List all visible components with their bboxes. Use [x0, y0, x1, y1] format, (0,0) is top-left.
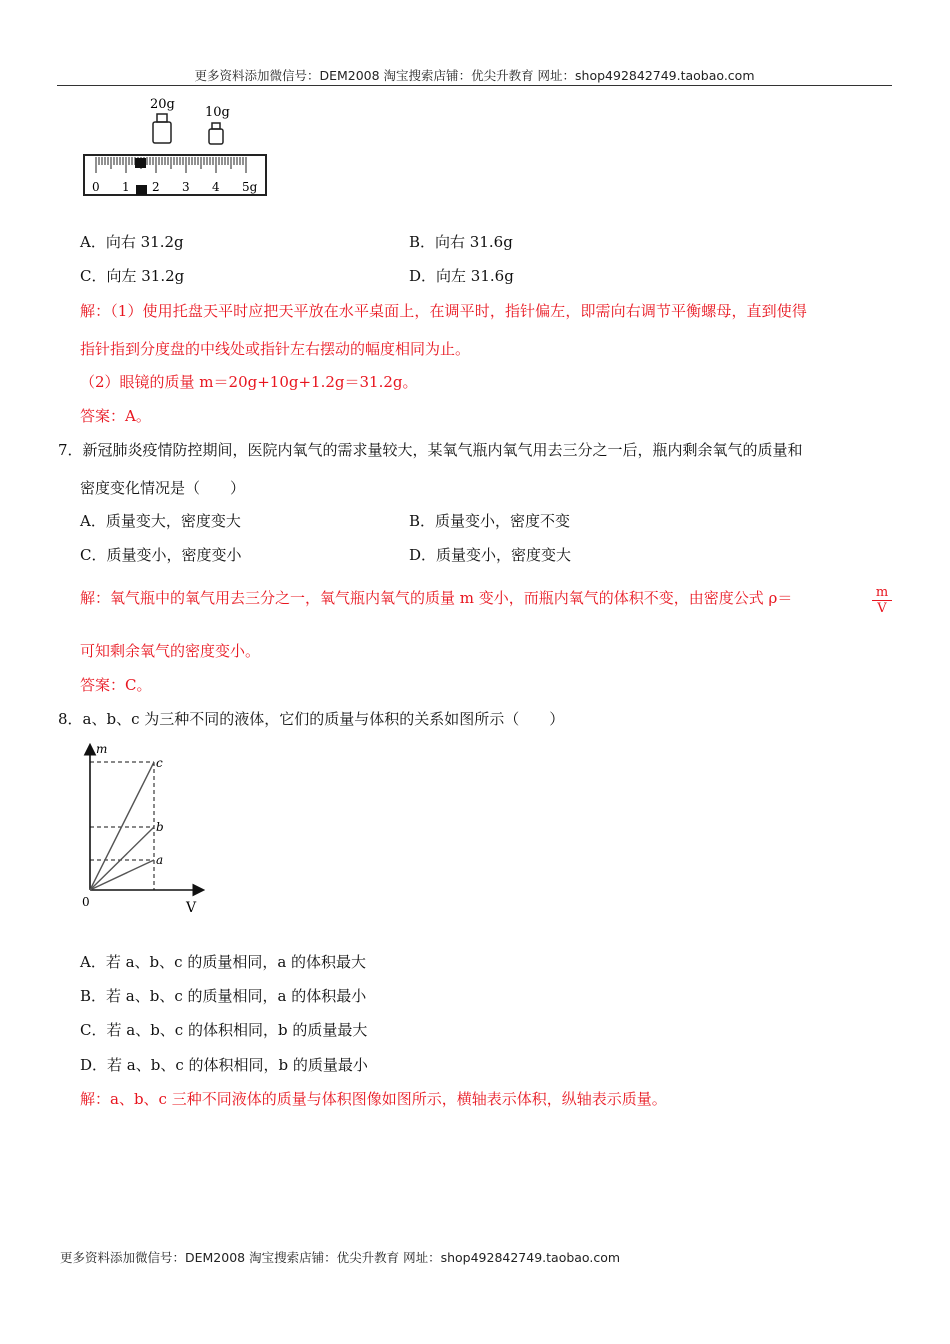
line-b — [90, 827, 154, 890]
q7-answer: 答案：C。 — [80, 676, 152, 694]
page-header: 更多资料添加微信号：DEM2008 淘宝搜索店铺：优尖升教育 网址：shop492842749.taobao.com — [194, 68, 755, 83]
q7-option-b: B．质量变小，密度不变 — [409, 512, 571, 530]
origin-label: 0 — [82, 895, 90, 909]
scale-label: 4 — [212, 180, 220, 194]
mass-volume-graph — [78, 740, 213, 918]
page-footer: 更多资料添加微信号：DEM2008 淘宝搜索店铺：优尖升教育 网址：shop492842749.taobao.com — [60, 1250, 621, 1265]
density-formula-fraction — [872, 585, 892, 616]
scale-label: 1 — [122, 180, 130, 194]
line-a — [90, 860, 154, 890]
line-c-label: c — [156, 756, 163, 770]
q8-option-c: C．若 a、b、c 的体积相同，b 的质量最大 — [80, 1021, 368, 1039]
y-axis-label: m — [96, 742, 108, 756]
rider-bottom-marker — [136, 185, 147, 195]
line-a-label: a — [156, 853, 164, 867]
q8-option-d: D．若 a、b、c 的体积相同，b 的质量最小 — [80, 1056, 368, 1074]
weight-20g-icon — [153, 114, 171, 143]
balance-figure — [80, 96, 275, 200]
rider-top-marker — [135, 158, 146, 168]
q7-solution-line2: 可知剩余氧气的密度变小。 — [80, 642, 261, 660]
q6-option-d: D．向左 31.6g — [409, 267, 514, 285]
scale-label: 3 — [182, 180, 190, 194]
q7-option-a: A．质量变大，密度变大 — [80, 512, 241, 530]
q8-stem: 8．a、b、c 为三种不同的液体，它们的质量与体积的关系如图所示（ ） — [58, 710, 565, 728]
q7-option-c: C．质量变小，密度变小 — [80, 546, 242, 564]
q6-solution-line3: （2）眼镜的质量 m＝20g+10g+1.2g＝31.2g。 — [80, 373, 418, 391]
q6-solution-line2: 指针指到分度盘的中线处或指针左右摆动的幅度相同为止。 — [80, 340, 471, 358]
q6-option-a: A．向右 31.2g — [80, 233, 184, 251]
q7-solution-line1: 解：氧气瓶中的氧气用去三分之一，氧气瓶内氧气的质量 m 变小，而瓶内氧气的体积不变，由密度公式 ρ＝ — [80, 589, 793, 607]
q8-option-a: A．若 a、b、c 的质量相同，a 的体积最大 — [80, 953, 367, 971]
x-axis-label: V — [186, 900, 197, 916]
formula-numerator: m — [872, 585, 892, 601]
q7-option-d: D．质量变小，密度变大 — [409, 546, 572, 564]
q6-answer: 答案：A。 — [80, 407, 151, 425]
q8-option-b: B．若 a、b、c 的质量相同，a 的体积最小 — [80, 987, 367, 1005]
q8-solution-line1: 解：a、b、c 三种不同液体的质量与体积图像如图所示，横轴表示体积，纵轴表示质量。 — [80, 1090, 667, 1108]
weight-20g-label: 20g — [150, 97, 175, 112]
q6-option-b: B．向右 31.6g — [409, 233, 513, 251]
formula-denominator: V — [877, 601, 887, 616]
line-c — [90, 762, 154, 890]
header-divider — [57, 85, 892, 86]
q6-solution-line1: 解：（1）使用托盘天平时应把天平放在水平桌面上，在调平时，指针偏左，即需向右调节平衡螺母，直到使得 — [80, 302, 807, 320]
weight-10g-icon — [209, 123, 223, 144]
weight-10g-label: 10g — [205, 105, 230, 120]
line-b-label: b — [156, 820, 164, 834]
scale-label: 5g — [242, 180, 258, 194]
scale-label: 0 — [92, 180, 100, 194]
scale-label: 2 — [152, 180, 160, 194]
q6-option-c: C．向左 31.2g — [80, 267, 185, 285]
q7-stem-line2: 密度变化情况是（ ） — [80, 479, 246, 497]
q7-stem-line1: 7．新冠肺炎疫情防控期间，医院内氧气的需求量较大，某氧气瓶内氧气用去三分之一后，瓶内剩余氧气的质量和 — [58, 441, 803, 459]
